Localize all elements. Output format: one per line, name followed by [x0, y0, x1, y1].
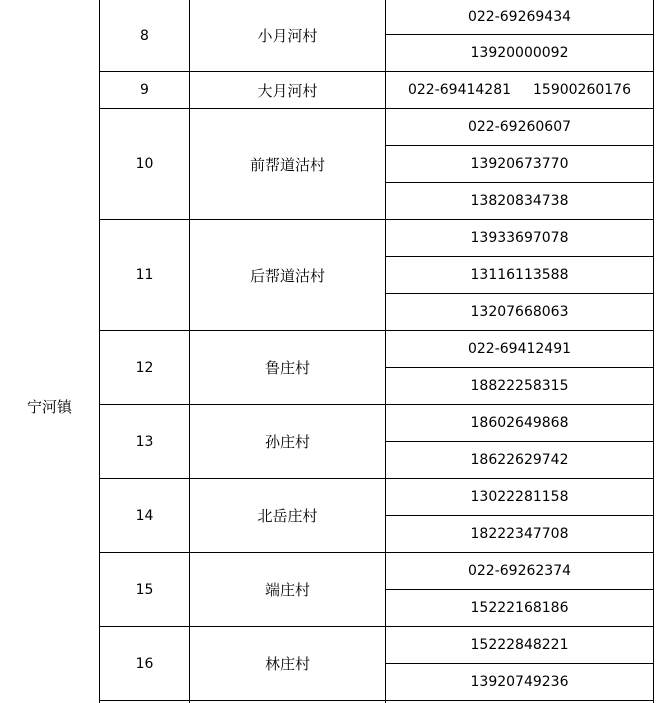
village-name: 小月河村: [257, 27, 318, 45]
phone-number: 13022281158: [470, 489, 569, 505]
phone-pair: [386, 72, 653, 108]
row-number: 12: [135, 359, 154, 376]
row-number: 11: [135, 267, 154, 283]
row-number: 15: [135, 581, 154, 598]
phone-number: 13920673770: [470, 156, 569, 172]
col-divider-right: [653, 0, 654, 703]
phone-number: 18602649868: [470, 415, 569, 431]
village-name: 后帮道沽村: [249, 266, 325, 285]
phone-number: 13207668063: [470, 304, 569, 320]
village-name: 端庄村: [264, 581, 310, 599]
phone-number: 13920000092: [470, 45, 569, 61]
phone-number: 13920749236: [470, 674, 569, 690]
row-number: 9: [140, 82, 149, 98]
village-name: 鲁庄村: [264, 359, 310, 377]
phone-number: 13933697078: [470, 230, 569, 246]
village-name: 大月河村: [257, 81, 318, 100]
phone-number: 13116113588: [470, 267, 569, 283]
phone-number: 022-69412491: [467, 341, 572, 357]
village-name: 前帮道沽村: [249, 155, 325, 174]
row-number: 13: [135, 433, 154, 450]
phone-number: 022-69269434: [467, 9, 572, 25]
phone-number: 18222347708: [470, 526, 569, 542]
phone-number: 13820834738: [470, 193, 569, 209]
village-name: 孙庄村: [264, 433, 310, 451]
phone-number: 022-69262374: [467, 563, 572, 579]
phone-number: 18822258315: [470, 378, 569, 394]
row-number: 10: [135, 156, 154, 172]
phone-number: 15222848221: [470, 637, 569, 653]
row-number: 16: [135, 655, 154, 672]
village-name: 北岳庄村: [257, 507, 318, 525]
phone-number: 022-69414281: [407, 82, 512, 98]
town-name: 宁河镇: [26, 397, 72, 416]
row-border-16-bottom: [99, 700, 654, 701]
village-name: 林庄村: [264, 655, 310, 673]
phone-number: 15900260176: [533, 82, 631, 98]
row-number: 14: [135, 507, 154, 524]
phone-number: 18622629742: [470, 452, 569, 468]
phone-number: 022-69260607: [467, 119, 572, 135]
phone-number: 15222168186: [470, 600, 569, 616]
row-number: 8: [140, 27, 149, 44]
